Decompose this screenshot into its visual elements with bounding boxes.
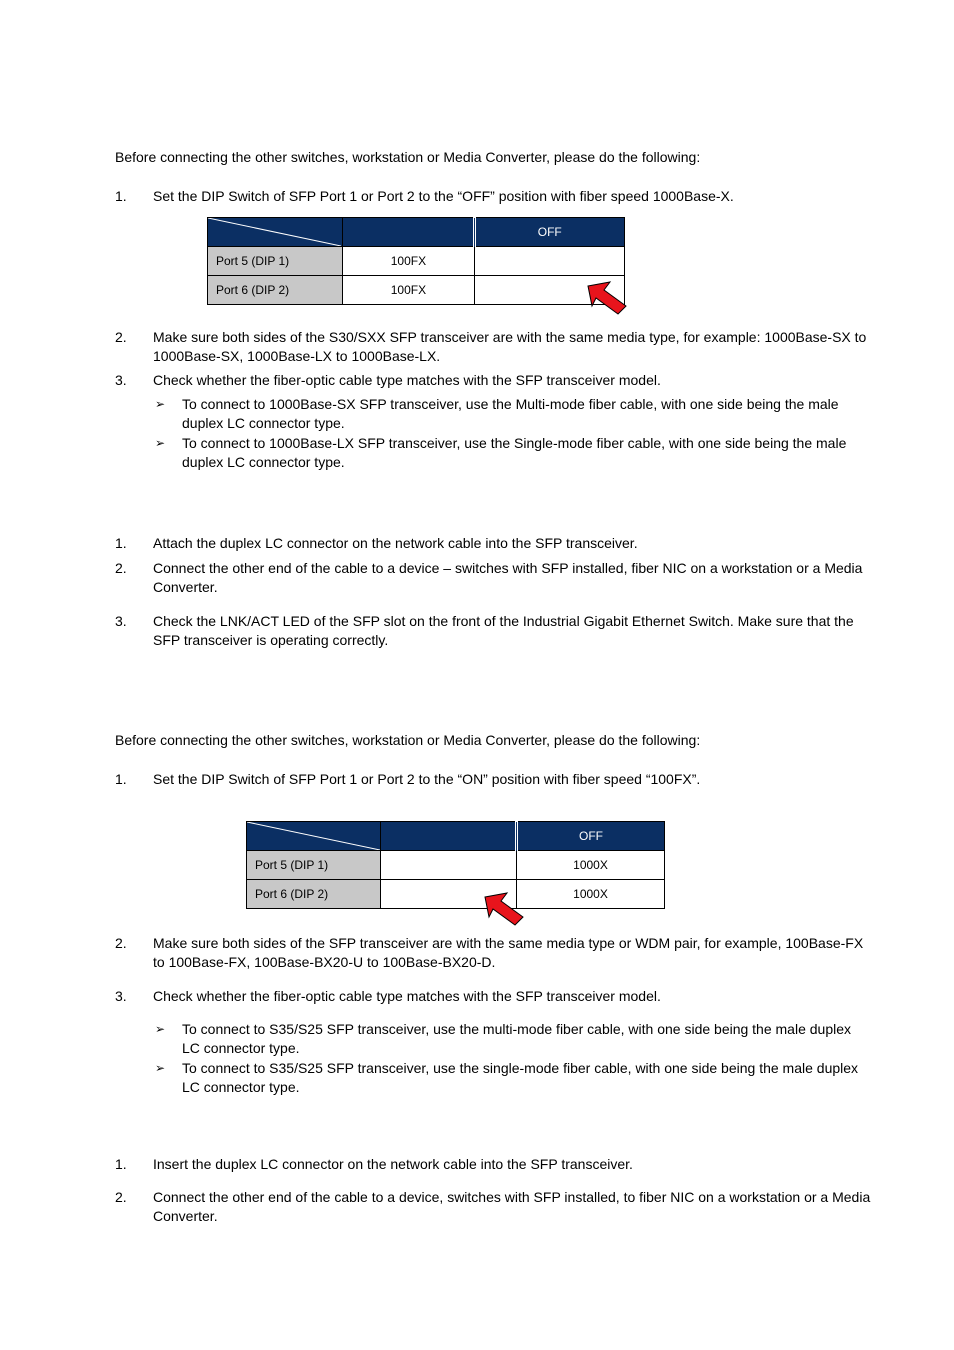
step-text: to 100Base-FX, 100Base-BX20-U to 100Base-BX20-D. xyxy=(153,954,496,970)
port-label: Port 5 (DIP 1) xyxy=(247,851,381,880)
header-on-cell xyxy=(381,822,517,851)
table-row xyxy=(247,880,665,909)
step-number: 1. xyxy=(115,535,127,551)
table-corner-cell xyxy=(247,822,381,851)
bullet-text: duplex LC connector type. xyxy=(182,454,345,470)
step-number: 1. xyxy=(115,1156,127,1172)
step-number: 3. xyxy=(115,372,127,388)
step-text: Check whether the fiber-optic cable type matches with the SFP transceiver model. xyxy=(153,988,661,1004)
step-number: 3. xyxy=(115,613,127,629)
header-on-cell xyxy=(343,218,474,247)
bullet-text: duplex LC connector type. xyxy=(182,415,345,431)
port-label: Port 5 (DIP 1) xyxy=(208,247,343,276)
dip-switch-table-2 xyxy=(246,821,665,909)
section3-intro: Before connecting the other switches, workstation or Media Converter, please do the following: xyxy=(115,732,701,748)
arrow-bullet-icon: ➢ xyxy=(155,1022,166,1036)
step-text: Make sure both sides of the SFP transceiver are with the same media type or WDM pair, for example, 100Base-FX xyxy=(153,935,864,951)
red-arrow-icon xyxy=(481,889,527,929)
bullet-text: LC connector type. xyxy=(182,1079,300,1095)
section1-intro: Before connecting the other switches, workstation or Media Converter, please do the following: xyxy=(115,149,701,165)
step-text: Check whether the fiber-optic cable type matches with the SFP transceiver model. xyxy=(153,372,661,388)
step-text: Make sure both sides of the S30/SXX SFP transceiver are with the same media type, for example: 1000Base-SX to xyxy=(153,329,867,345)
step-text: Converter. xyxy=(153,579,218,595)
step-number: 1. xyxy=(115,771,127,787)
step-text: Check the LNK/ACT LED of the SFP slot on the front of the Industrial Gigabit Ethernet Switch. Make sure that the xyxy=(153,613,854,629)
table-row xyxy=(208,276,625,305)
off-value xyxy=(474,247,624,276)
bullet-text: To connect to S35/S25 SFP transceiver, use the single-mode fiber cable, with one side being the male duplex xyxy=(182,1060,859,1076)
step-number: 2. xyxy=(115,1189,127,1205)
step-text: Converter. xyxy=(153,1208,218,1224)
step-number: 3. xyxy=(115,988,127,1004)
dip-switch-table-1 xyxy=(207,217,625,305)
on-value xyxy=(381,851,517,880)
off-value: 1000X xyxy=(517,880,665,909)
on-value: 100FX xyxy=(343,247,474,276)
step-text: Attach the duplex LC connector on the network cable into the SFP transceiver. xyxy=(153,535,638,551)
step-text: Connect the other end of the cable to a device, switches with SFP installed, to fiber NIC on a workstation or a Media xyxy=(153,1189,871,1205)
step-text: Set the DIP Switch of SFP Port 1 or Port 2 to the “ON” position with fiber speed “100FX”. xyxy=(153,771,701,787)
header-off-cell: OFF xyxy=(474,218,624,247)
table-row xyxy=(208,247,625,276)
port-label: Port 6 (DIP 2) xyxy=(247,880,381,909)
on-value: 100FX xyxy=(343,276,474,305)
bullet-text: To connect to 1000Base-SX SFP transceiver, use the Multi-mode fiber cable, with one side being the male xyxy=(182,396,839,412)
bullet-text: LC connector type. xyxy=(182,1040,300,1056)
diagonal-divider xyxy=(247,822,380,850)
bullet-text: To connect to S35/S25 SFP transceiver, use the multi-mode fiber cable, with one side being the male duplex xyxy=(182,1021,852,1037)
diagonal-divider xyxy=(208,218,341,246)
table-corner-cell xyxy=(208,218,343,247)
table-row xyxy=(247,851,665,880)
step-text: Connect the other end of the cable to a device – switches with SFP installed, fiber NIC on a workstation or a Media xyxy=(153,560,863,576)
bullet-text: To connect to 1000Base-LX SFP transceiver, use the Single-mode fiber cable, with one side being the male xyxy=(182,435,847,451)
arrow-bullet-icon: ➢ xyxy=(155,436,166,450)
arrow-bullet-icon: ➢ xyxy=(155,1061,166,1075)
step-text: Insert the duplex LC connector on the network cable into the SFP transceiver. xyxy=(153,1156,633,1172)
step-number: 2. xyxy=(115,329,127,345)
step-text: Set the DIP Switch of SFP Port 1 or Port 2 to the “OFF” position with fiber speed 1000Base-X. xyxy=(153,188,734,204)
red-arrow-icon xyxy=(584,278,630,318)
port-label: Port 6 (DIP 2) xyxy=(208,276,343,305)
step-text: 1000Base-SX, 1000Base-LX to 1000Base-LX. xyxy=(153,348,441,364)
off-value: 1000X xyxy=(517,851,665,880)
step-number: 2. xyxy=(115,935,127,951)
header-off-cell: OFF xyxy=(517,822,665,851)
step-number: 2. xyxy=(115,560,127,576)
arrow-bullet-icon: ➢ xyxy=(155,397,166,411)
step-number: 1. xyxy=(115,188,127,204)
step-text: SFP transceiver is operating correctly. xyxy=(153,632,389,648)
